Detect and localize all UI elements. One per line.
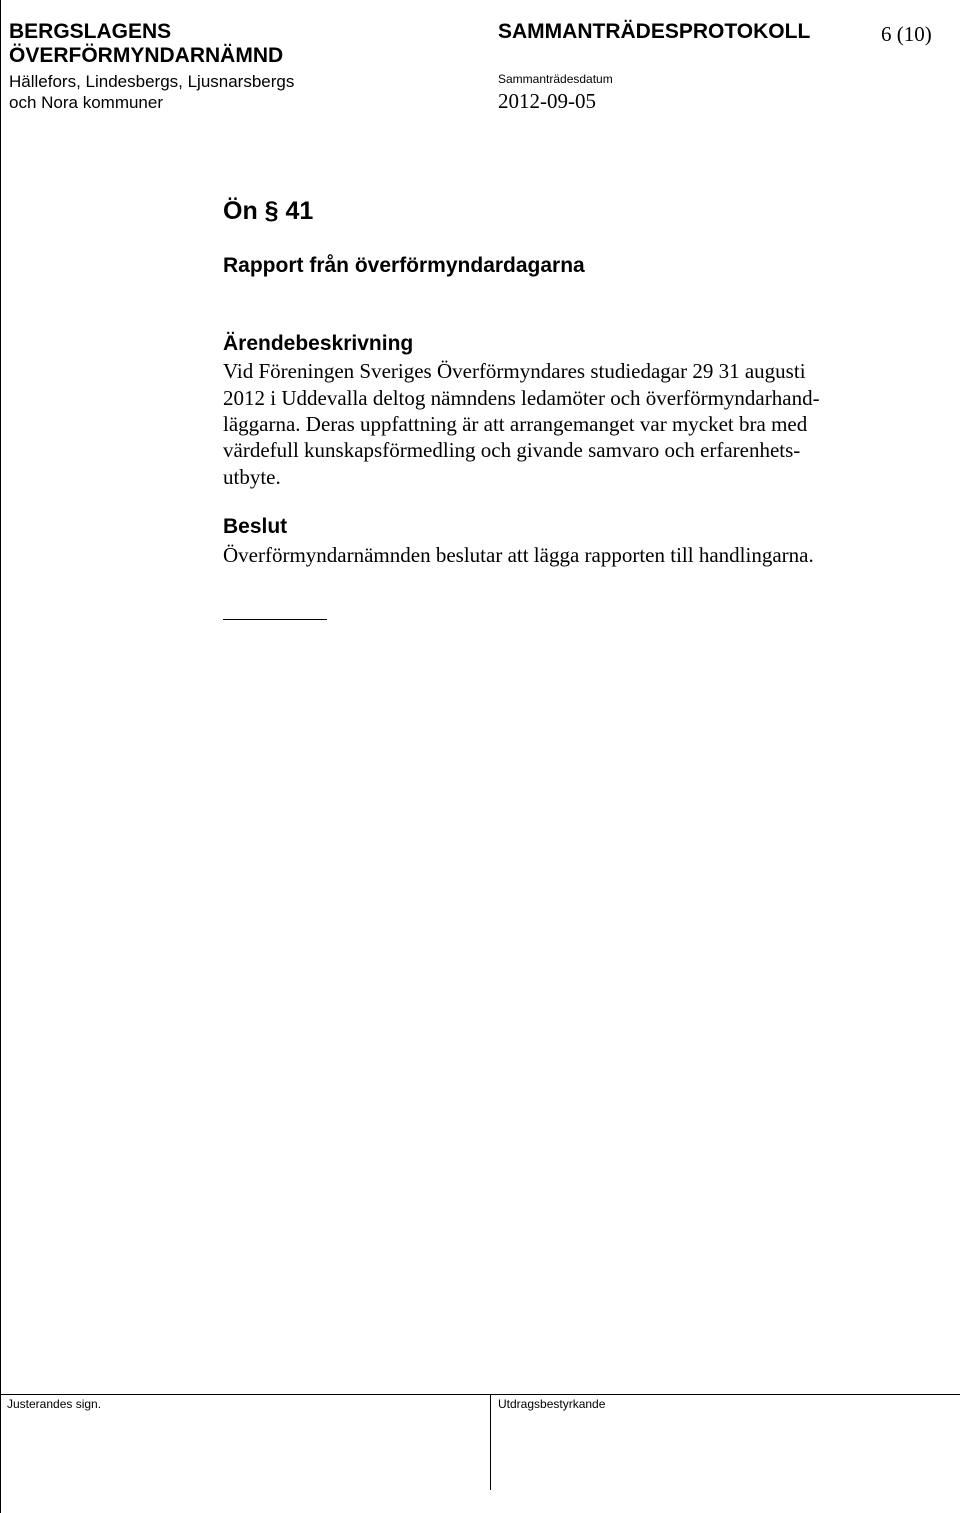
section-end-rule: [223, 619, 327, 620]
meeting-date-label: Sammanträdesdatum: [498, 72, 613, 86]
description-heading: Ärendebeskrivning: [223, 332, 414, 355]
footer-rule: [1, 1394, 960, 1395]
section-title: Rapport från överförmyndardagarna: [223, 254, 585, 277]
description-line: Vid Föreningen Sveriges Överförmyndares studiedagar 29 31 augusti: [223, 359, 806, 383]
description-line: läggarna. Deras uppfattning är att arrangemanget var mycket bra med: [223, 412, 808, 436]
org-name-line1: BERGSLAGENS: [9, 20, 172, 43]
page-number: 6 (10): [881, 22, 932, 46]
org-municipalities-line2: och Nora kommuner: [9, 93, 164, 112]
document-type: SAMMANTRÄDESPROTOKOLL: [498, 20, 811, 43]
description-line: 2012 i Uddevalla deltog nämndens ledamöter och överförmyndarhand-: [223, 386, 820, 410]
footer-divider: [490, 1394, 491, 1490]
description-line: värdefull kunskapsförmedling och givande samvaro och erfarenhets-: [223, 438, 801, 462]
org-municipalities-line1: Hällefors, Lindesbergs, Ljusnarsbergs: [9, 72, 295, 91]
decision-heading: Beslut: [223, 515, 288, 538]
decision-text: Överförmyndarnämnden beslutar att lägga rapporten till handlingarna.: [223, 543, 814, 567]
footer-certification-label: Utdragsbestyrkande: [498, 1397, 606, 1411]
section-number: Ön § 41: [223, 197, 314, 225]
description-line: utbyte.: [223, 465, 281, 489]
footer-adjuster-signature-label: Justerandes sign.: [7, 1397, 102, 1411]
meeting-date: 2012-09-05: [498, 89, 596, 113]
org-name-line2: ÖVERFÖRMYNDARNÄMND: [9, 44, 284, 67]
